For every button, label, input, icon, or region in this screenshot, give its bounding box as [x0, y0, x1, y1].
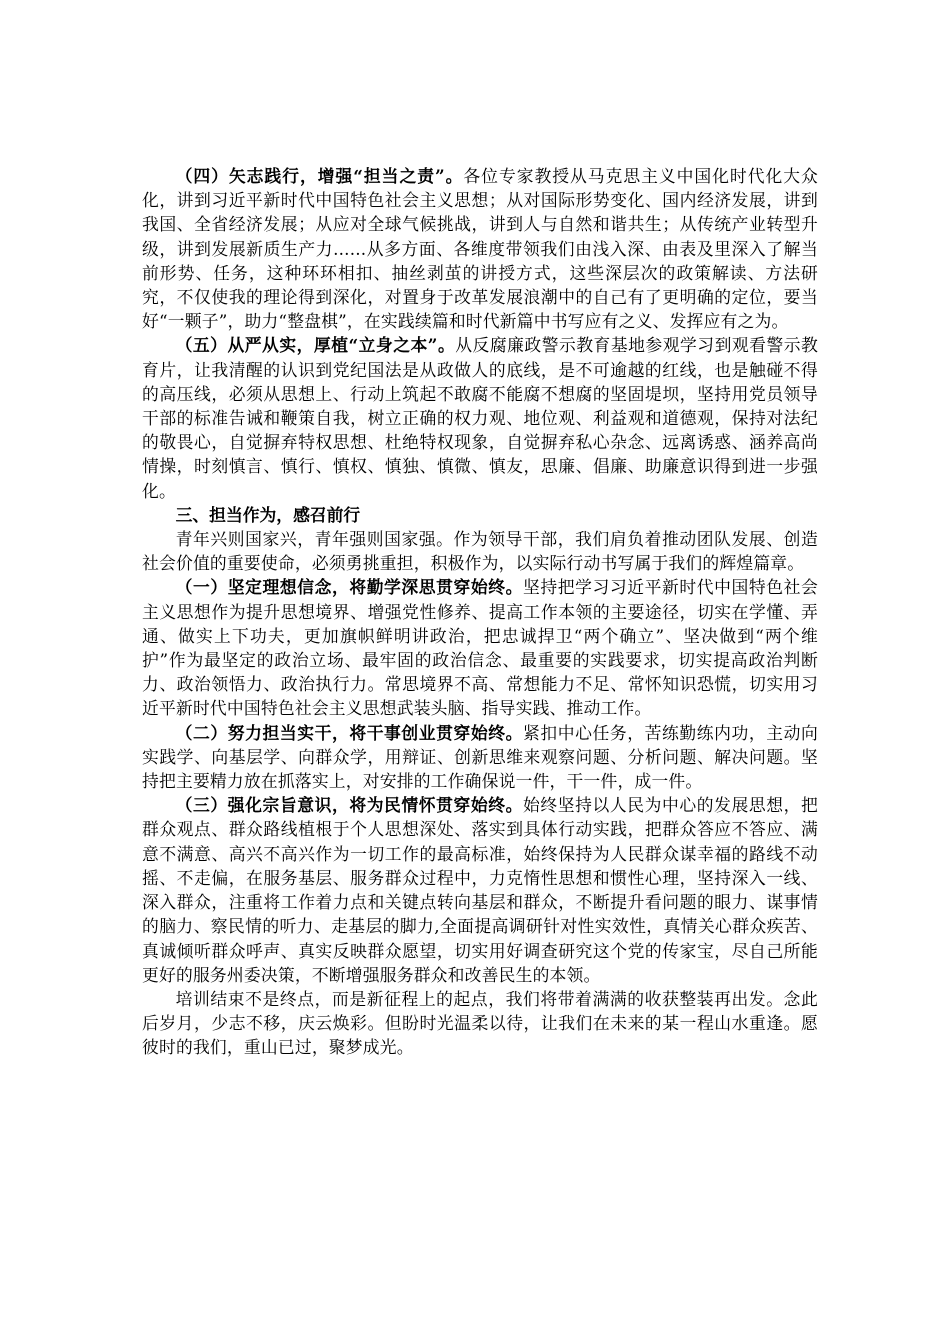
paragraph-four: [142, 164, 818, 333]
section-heading: 三、担当作为，感召前行: [175, 504, 361, 525]
point-two: [142, 721, 818, 794]
point-two-lead: （二）努力担当实干，将干事创业贯穿始终。: [175, 722, 524, 743]
point-three-text: 始终坚持以人民为中心的发展思想，把群众观点、群众路线植根于个人思想深处、落实到具体行动实践，把群众答应不答应、满意不满意、高兴不高兴作为一切工作的最高标准，始终保持为人民群众谋幸福的路线不动摇、不走偏，在服务基层、服务群众过程中，力克惰性思想和惯性心理，坚持深入一线、深入群众，注重将工作着力点和关键点转向基层和群众，不断提升看问题的眼力、谋事情的脑力、察民情的听力、走基层的脚力,全面提高调研针对性实效性，真情关心群众疾苦、真诚倾听群众呼声、真实反映群众愿望，切实用好调查研究这个党的传家宝，尽自己所能更好的服务州委决策，不断增强服务群众和改善民生的本领。: [142, 795, 818, 985]
point-three-lead: （三）强化宗旨意识，将为民情怀贯穿始终。: [175, 795, 524, 816]
point-one-lead: （一）坚定理想信念，将勤学深思贯穿始终。: [175, 577, 524, 598]
closing-paragraph: 培训结束不是终点，而是新征程上的起点，我们将带着满满的收获整装再出发。念此后岁月，少志不移，庆云焕彩。但盼时光温柔以待，让我们在未来的某一程山水重逢。愿彼时的我们，重山已过，聚梦成光。: [142, 988, 818, 1058]
point-three: [142, 793, 818, 987]
paragraph-five: [142, 333, 818, 502]
paragraph-five-text: 从反腐廉政警示教育基地参观学习到观看警示教育片，让我清醒的认识到党纪国法是从政做人的底线，是不可逾越的红线，也是触碰不得的高压线，必须从思想上、行动上筑起不敢腐不能腐不想腐的坚固堤坝，坚持用党员领导干部的标准告诫和鞭策自我，树立正确的权力观、地位观、利益观和道德观，保持对法纪的敬畏心，自觉摒弃特权思想、杜绝特权现象，自觉摒弃私心杂念、远离诱惑、涵养高尚情操，时刻慎言、慎行、慎权、慎独、慎微、慎友，思廉、倡廉、助廉意识得到进一步强化。: [142, 335, 818, 501]
point-one-text: 坚持把学习习近平新时代中国特色社会主义思想作为提升思想境界、增强党性修养、提高工作本领的主要途径，切实在学懂、弄通、做实上下功夫，更加旗帜鲜明讲政治，把忠诚捍卫“两个确立”、坚决做到“两个维护”作为最坚定的政治立场、最牢固的政治信念、最重要的实践要求，切实提高政治判断力、政治领悟力、政治执行力。常思境界不高、常想能力不足、常怀知识恐慌，切实用习近平新时代中国特色社会主义思想武装头脑、指导实践、推动工作。: [142, 577, 818, 719]
paragraph-four-text: 各位专家教授从马克思主义中国化时代化大众化，讲到习近平新时代中国特色社会主义思想；从对国际形势变化、国内经济发展，讲到我国、全省经济发展；从应对全球气候挑战，讲到人与自然和谐共生；从传统产业转型升级，讲到发展新质生产力......从多方面、各维度带领我们由浅入深、由表及里深入了解当前形势、任务，这种环环相扣、抽丝剥茧的讲授方式，这些深层次的政策解读、方法研究，不仅使我的理论得到深化，对置身于改革发展浪潮中的自己有了更明确的定位，要当好“一颗子”，助力“整盘棋”，在实践续篇和时代新篇中书写应有之义、发挥应有之为。: [142, 166, 818, 332]
section-intro: 青年兴则国家兴，青年强则国家强。作为领导干部，我们肩负着推动团队发展、创造社会价值的重要使命，必须勇挑重担，积极作为，以实际行动书写属于我们的辉煌篇章。: [142, 529, 818, 574]
paragraph-five-lead: （五）从严从实，厚植“立身之本”。: [175, 335, 456, 356]
point-two-text: 紧扣中心任务，苦练勤练内功，主动向实践学、向基层学、向群众学，用辩证、创新思维来观察问题、分析问题、解决问题。坚持把主要精力放在抓落实上，对安排的工作确保说一件，干一件，成一件。: [142, 722, 818, 792]
point-one: [142, 575, 818, 720]
paragraph-four-lead: （四）矢志践行，增强“担当之责”。: [175, 166, 464, 186]
